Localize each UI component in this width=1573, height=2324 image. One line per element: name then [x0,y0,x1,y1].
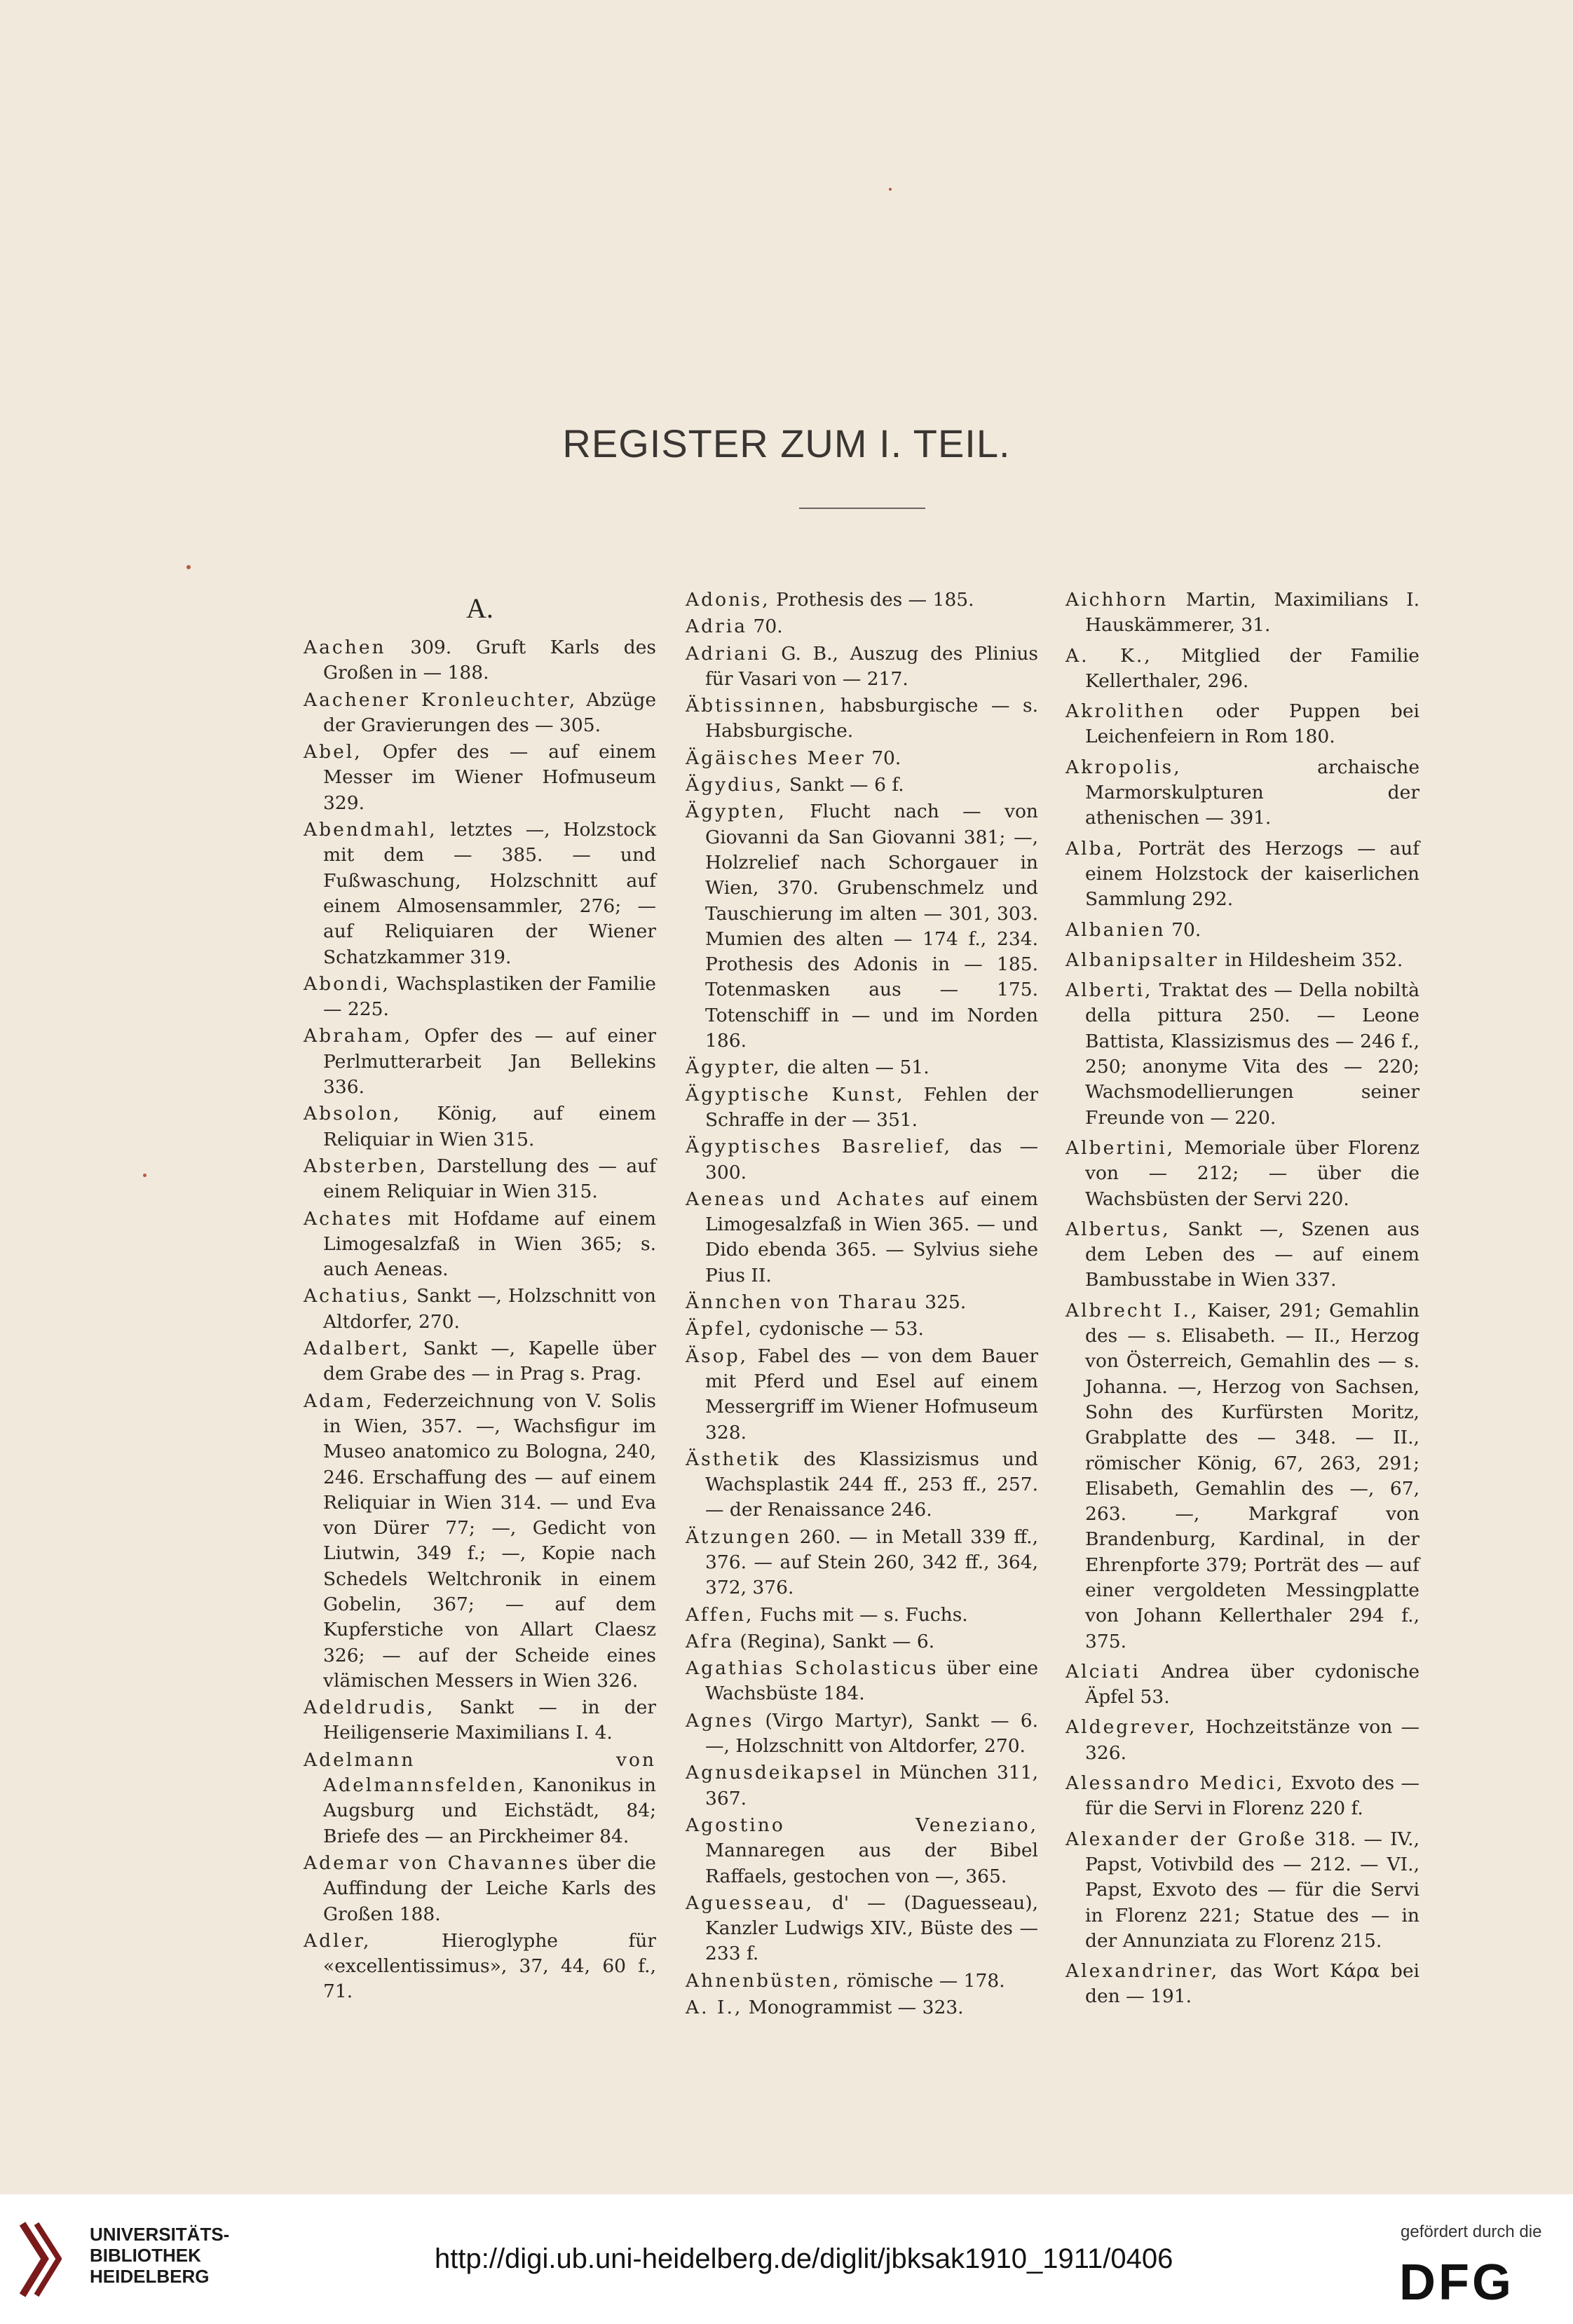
index-entry-text: Fehlen der Schraffe in der — 351. [705,1083,1039,1131]
index-entry-headword: Abraham, [304,1025,412,1047]
library-name [90,2224,229,2287]
index-entry-headword: Aguesseau, [686,1891,815,1914]
index-entry-headword: Alexandriner, [1065,1960,1220,1983]
index-entry [686,1656,1038,1707]
index-entry-headword: Ännchen von Tharau [686,1291,919,1314]
paper-speck [889,188,892,191]
index-entry [686,1995,1038,2020]
page-title: REGISTER ZUM I. TEIL. [562,421,1011,466]
index-entry [686,693,1038,745]
index-entry [686,1290,1038,1315]
index-entry-text: Martin, Maximilians I. Hauskämmerer, 31. [1085,589,1419,637]
index-entry-text: über die Auffindung der Leiche Karls des Großen 188. [323,1851,656,1925]
index-entry-headword: Alexander der Große [1065,1828,1307,1850]
index-entry-headword: Albrecht I., [1065,1299,1199,1321]
index-entry-text: Sankt —, Szenen aus dem Leben des — auf einem Bambusstabe in Wien 337. [1085,1218,1419,1291]
index-entry [686,1082,1038,1134]
index-entry-headword: Adelmann von Adelmannsfelden, [304,1748,656,1797]
index-entry-text: (Regina), Sankt — 6. [733,1630,935,1652]
index-entry [304,1154,656,1205]
index-entry [304,1695,656,1746]
index-entry-text: oder Puppen bei Leichenfeiern in Rom 180. [1085,700,1419,748]
index-entry-text: Hieroglyphe für «excellentissimus», 37, 44, 60 f., 71. [323,1929,656,2003]
index-entry-headword: Ägäisches Meer [686,747,866,769]
funded-by-label: gefördert durch die [1401,2222,1542,2241]
index-entry-headword: Akropolis, [1065,756,1182,778]
index-entry-headword: Abendmahl, [304,819,437,841]
index-entry-headword: Absolon, [304,1103,402,1125]
index-entry-text: 70. [747,616,783,638]
index-entry-headword: Achates [304,1207,393,1230]
index-entry-headword: A. K., [1065,644,1152,667]
index-entry-text: cydonische — 53. [753,1318,924,1340]
index-entry-headword: Äsop, [686,1345,749,1367]
index-entry [686,1708,1038,1760]
index-entry-headword: Abel, [304,741,362,763]
index-entry [1065,1715,1419,1766]
title-divider [799,508,925,509]
index-entry [1065,1659,1419,1711]
index-entry [304,1748,656,1849]
index-entry [686,1187,1038,1289]
index-entry [304,1389,656,1694]
index-entry-headword: Afra [686,1630,734,1652]
index-entry-text: Prothesis des — 185. [770,589,974,611]
index-entry-headword: Akrolithen [1065,700,1186,723]
index-entry-text: König, auf einem Reliquiar in Wien 315. [323,1103,656,1150]
index-entry-headword: Agathias Scholasticus [686,1657,939,1680]
index-entry [686,1813,1038,1889]
index-entry [686,746,1038,771]
index-entry-text: Opfer des — auf einem Messer im Wiener Hofmuseum 329. [323,741,656,814]
index-entry-headword: Aachener Kronleuchter, [304,688,578,711]
index-entry [1065,1298,1419,1654]
index-entry [304,1851,656,1927]
index-entry-headword: Alba, [1065,837,1124,859]
index-entry [686,1525,1038,1601]
index-entry-text: 70. [865,747,901,769]
index-entry [686,1344,1038,1446]
index-entry-text: in Hildesheim 352. [1218,949,1403,971]
index-entry [686,1891,1038,1967]
index-entry [304,1024,656,1100]
index-entry-headword: Aeneas und Achates [686,1188,927,1210]
index-entry-text: G. B., Auszug des Plinius für Vasari von — 217. [705,642,1038,690]
index-entry [1065,755,1419,831]
index-entry [1065,1217,1419,1293]
index-entry-text: die alten — 51. [781,1056,929,1079]
index-entry-headword: Albanien [1065,918,1166,941]
index-entry [304,1336,656,1387]
index-entry [686,1760,1038,1812]
index-entry [304,1101,656,1153]
index-entry-text: 325. [918,1291,967,1314]
index-entry [686,1603,1038,1628]
index-entry-text: Andrea über cydonische Äpfel 53. [1085,1660,1419,1708]
digitization-footer [0,2194,1573,2324]
paper-speck [186,565,191,569]
index-entry-text: Darstellung des — auf einem Reliquiar in Wien 315. [323,1155,656,1203]
index-entry [1065,1136,1419,1212]
index-entry-text: Kaiser, 291; Gemahlin des — s. Elisabeth. — II., Herzog von Österreich, Gemahlin des — s. Johanna. —, Herzog von Sachsen, Sohn des Kurfürsten Moritz, Grabplatte des — 348. — II., römischer König, 67, 263, 291; Elisabeth, Gemahlin des —, 67, 263. —, Markgraf von Brandenburg, Kardinal, in der Ehrenpforte 379; Porträt des — auf einer vergoldeten Messingplatte von Johann Kellerthaler 294 f., 375. [1085,1299,1419,1652]
index-entry-text: 70. [1165,918,1201,941]
index-entry-text: auf einem Limogesalzfaß in Wien 365. — und Dido ebenda 365. — Sylvius siehe Pius II. [705,1188,1038,1286]
index-entry-headword: Albanipsalter [1065,949,1219,971]
index-entry-headword: Adriani [686,642,770,665]
index-entry [686,1055,1038,1080]
index-entry-text: des Klassizismus und Wachsplastik 244 ff., 253 ff., 257. — der Renaissance 246. [705,1448,1038,1521]
index-entry-text: Abzüge der Gravierungen des — 305. [323,688,656,736]
library-name-line: BIBLIOTHEK [90,2245,201,2266]
index-entry [1065,699,1419,750]
index-entry-text: 318. — IV., Papst, Votivbild des — 212. — VI., Papst, Exvoto des — für die Servi in Florenz 221; Statue des — in der Annunziata zu Florenz 215. [1085,1828,1419,1952]
index-entry-headword: Aichhorn [1065,589,1169,611]
index-entry-headword: Albertini, [1065,1136,1176,1159]
paper-speck [143,1174,147,1177]
index-entry-headword: Ästhetik [686,1448,781,1470]
index-entry-headword: Albertus, [1065,1218,1171,1240]
index-entry [686,1134,1038,1185]
index-entry-headword: Agostino Veneziano, [686,1814,1038,1836]
library-logo-icon [20,2221,62,2298]
index-entry [1065,1959,1419,2010]
index-entry [304,1929,656,2005]
index-entry-text: Mannaregen aus der Bibel Raffaels, gestochen von —, 365. [705,1840,1038,1887]
index-entry-headword: Alberti, [1065,979,1153,1002]
index-entry [686,1447,1038,1523]
index-entry-text: Kanonikus in Augsburg und Eichstädt, 84; Briefe des — an Pirckheimer 84. [323,1774,656,1847]
index-entry-headword: A. I., [686,1997,743,2019]
index-entry-headword: Adonis, [686,589,770,611]
index-entry-text: (Virgo Martyr), Sankt — 6. —, Holzschnitt von Altdorfer, 270. [705,1709,1038,1758]
index-column-3 [1065,587,1419,2015]
index-entry [304,1284,656,1335]
index-entry-text: 260. — in Metall 339 ff., 376. — auf Stein 260, 342 ff., 364, 372, 376. [705,1525,1038,1599]
index-entry-text: Wachsplastiken der Familie — 225. [323,972,656,1021]
index-entry [686,799,1038,1054]
index-entry [686,614,1038,639]
index-entry [1065,587,1419,639]
index-entry-text: Traktat des — Della nobiltà della pittura 250. — Leone Battista, Klassizismus des — 246 f., 250; anonyme Vita des — 220; Wachsmodellierungen seiner Freunde von — 220. [1085,979,1419,1129]
index-entry-text: in München 311, 367. [705,1762,1038,1809]
index-entry-text: Hochzeitstänze von — 326. [1085,1716,1419,1764]
index-entry-headword: Absterben, [304,1155,428,1177]
index-entry-headword: Äbtissinnen, [686,695,828,717]
source-url-link[interactable]: http://digi.ub.uni-heidelberg.de/diglit/jbksak1910_1911/0406 [435,2243,1173,2274]
index-entry-text: Mitglied der Familie Kellerthaler, 296. [1085,644,1419,692]
index-entry-text: Porträt des Herzogs — auf einem Holzstock der kaiserlichen Sammlung 292. [1085,837,1419,911]
index-entry-text: habsburgische — s. Habsburgische. [705,695,1038,742]
index-entry-headword: Aachen [304,637,386,658]
index-entry [304,688,656,739]
index-entry-text: Sankt —, Holzschnitt von Altdorfer, 270. [323,1285,656,1333]
library-name-line: UNIVERSITÄTS- [90,2224,230,2245]
index-entry [1065,1827,1419,1954]
index-entry-text: Exvoto des — für die Servi in Florenz 220 f. [1085,1772,1419,1820]
index-column-2 [686,587,1038,2022]
index-column-1 [304,587,656,2006]
index-entry-text: Sankt — in der Heiligenserie Maximilians I. 4. [323,1697,656,1744]
index-entry-headword: Ägypten, [686,801,786,823]
index-entry-text: Flucht nach — von Giovanni da San Giovanni 381; —, Holzrelief nach Schorgauer in Wien, 370. Grubenschmelz und Tauschierung im alten — 301, 303. Mumien des alten — 174 f., 234. Prothesis des Adonis in — 185. Totenmasken aus — 175. Totenschiff in — und im Norden 186. [705,801,1038,1052]
index-entry [304,635,656,686]
index-entry [1065,836,1419,913]
index-entry-text: 309. Gruft Karls des Großen in — 188. [323,637,656,684]
index-entry-headword: Ademar von Chavannes [304,1851,571,1874]
index-entry-text: Fabel des — von dem Bauer mit Pferd und Esel auf einem Messergriff im Wiener Hofmuseum 328. [705,1345,1038,1443]
index-entry-headword: Achatius, [304,1285,411,1307]
index-entry [686,587,1038,613]
section-letter: A. [466,592,493,624]
index-entry-text: Federzeichnung von V. Solis in Wien, 357. —, Wachsfigur im Museo anatomico zu Bologna, 240, 246. Erschaffung des — auf einem Reliquiar in Wien 314. — und Eva von Dürer 77; —, Gedicht von Liutwin, 349 f.; —, Kopie nach Schedels Weltchronik in einem Gobelin, 367; — auf dem Kupferstiche von Allart Claesz 326; — auf der Scheide eines vlämischen Messers in Wien 326. [323,1389,656,1692]
index-entry-text: Sankt — 6 f. [783,774,904,796]
index-entry-text: Fuchs mit — s. Fuchs. [754,1603,968,1626]
dfg-logo: DFG [1399,2255,1514,2311]
library-name-line: HEIDELBERG [90,2266,210,2287]
index-entry-text: das — 300. [705,1136,1038,1183]
index-entry-headword: Ägydius, [686,774,784,796]
index-entry-text: das Wort Κάρα bei den — 191. [1085,1960,1419,2008]
index-entry-text: Monogrammist — 323. [742,1997,964,2019]
index-entry-text: römische — 178. [840,1969,1005,1992]
index-entry [686,1317,1038,1342]
index-entry-headword: Ägypter, [686,1056,782,1079]
index-entry-text: mit Hofdame auf einem Limogesalzfaß in Wien 365; s. auch Aeneas. [323,1207,656,1281]
index-entry-headword: Adeldrudis, [304,1697,435,1719]
index-entry-headword: Alciati [1065,1660,1140,1683]
index-entry [686,773,1038,798]
index-entry [304,972,656,1023]
index-entry-headword: Äpfel, [686,1318,754,1340]
index-entry-headword: Ahnenbüsten, [686,1969,841,1992]
index-entry [686,1629,1038,1654]
index-entry-headword: Adam, [304,1389,374,1412]
index-entry-text: Memoriale über Florenz von — 212; — über die Wachsbüsten der Servi 220. [1085,1136,1419,1210]
index-entry-headword: Adler, [304,1929,372,1952]
index-entry-text: Sankt —, Kapelle über dem Grabe des — in Prag s. Prag. [323,1338,656,1385]
index-entry-headword: Affen, [686,1603,754,1626]
index-entry-headword: Ägyptische Kunst, [686,1083,905,1106]
index-entry [686,641,1038,693]
index-entry [686,1969,1038,1994]
index-entry-headword: Agnusdeikapsel [686,1762,864,1784]
index-entry [304,817,656,970]
index-entry-text: letztes —, Holzstock mit dem — 385. — und Fußwaschung, Holzschnitt auf einem Almosensammler, 276; — auf Reliquiaren der Wiener Schatzkammer 319. [323,819,656,968]
index-entry-headword: Adria [686,616,748,638]
index-entry [1065,918,1419,943]
index-entry-headword: Adalbert, [304,1338,410,1360]
index-entry-headword: Abondi, [304,972,390,995]
index-entry-headword: Aldegrever, [1065,1716,1197,1739]
index-entry-headword: Ägyptisches Basrelief, [686,1136,953,1158]
index-entry-headword: Alessandro Medici, [1065,1772,1285,1795]
index-entry [304,740,656,816]
index-entry [1065,1771,1419,1822]
index-entry [1065,644,1419,695]
index-entry-headword: Ätzungen [686,1525,792,1548]
index-entry-text: über eine Wachsbüste 184. [705,1657,1038,1705]
index-entry-text: d' — (Daguesseau), Kanzler Ludwigs XIV., Büste des — 233 f. [705,1891,1038,1965]
index-entry-text: archaische Marmorskulpturen der athenischen — 391. [1085,756,1419,829]
index-entry-headword: Agnes [686,1709,754,1732]
index-entry [1065,948,1419,973]
index-entry [304,1207,656,1283]
index-entry-text: Opfer des — auf einer Perlmutterarbeit Jan Bellekins 336. [323,1025,656,1099]
index-entry [1065,978,1419,1131]
